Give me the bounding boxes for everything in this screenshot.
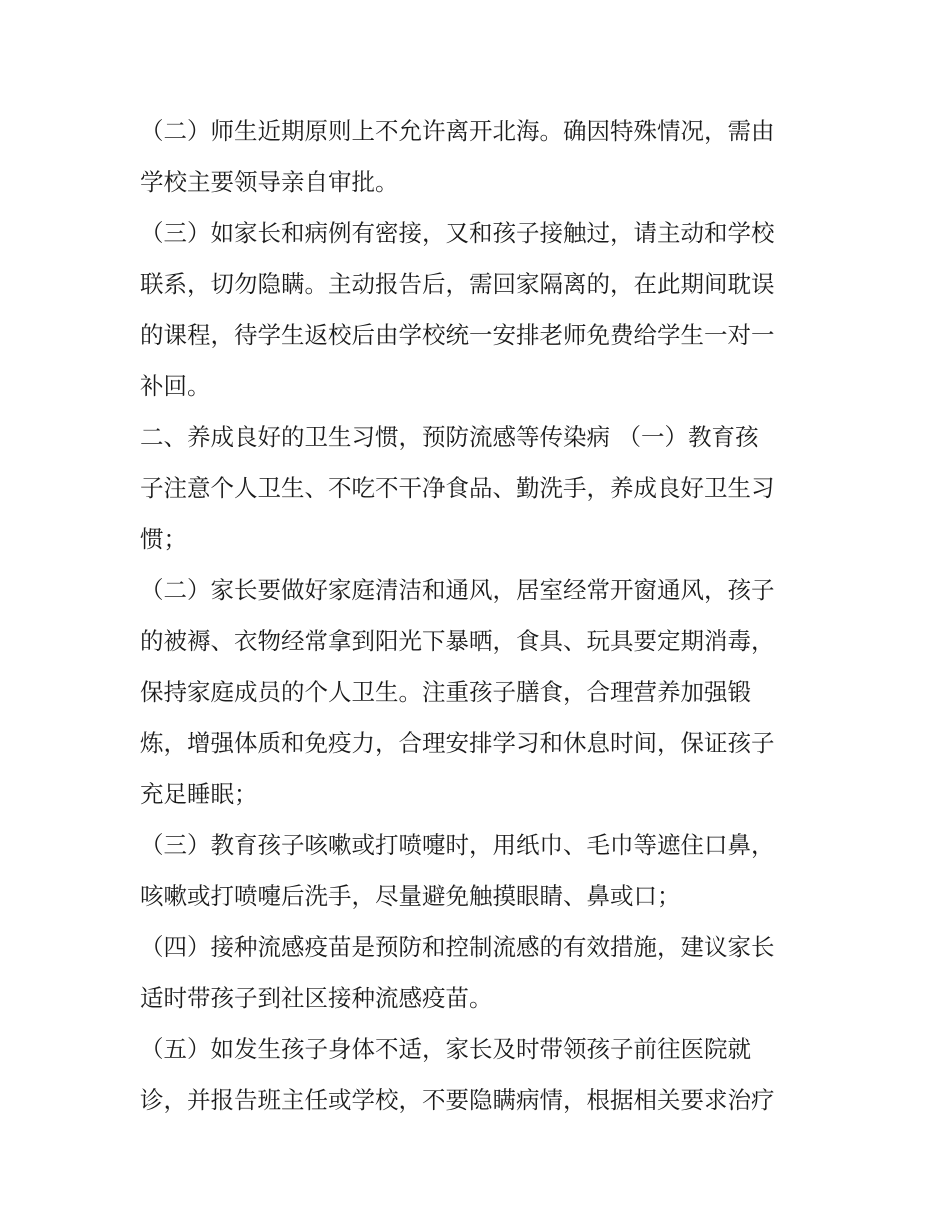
text-line: 子注意个人卫生、不吃不干净食品、勤洗手，养成良好卫生习 — [140, 474, 775, 502]
text-line: （三）教育孩子咳嗽或打喷嚏时，用纸巾、毛巾等遮住口鼻， — [140, 831, 775, 859]
text-line: 咳嗽或打喷嚏后洗手，尽量避免触摸眼睛、鼻或口； — [140, 882, 681, 910]
document-body — [140, 106, 820, 1126]
text-line: 补回。 — [140, 372, 211, 400]
text-line: 的被褥、衣物经常拿到阳光下暴晒，食具、玩具要定期消毒， — [140, 627, 775, 655]
text-line: （二）家长要做好家庭清洁和通风，居室经常开窗通风，孩子 — [140, 576, 775, 604]
text-line: （二）师生近期原则上不允许离开北海。确因特殊情况，需由 — [140, 117, 775, 145]
text-line: （三）如家长和病例有密接，又和孩子接触过，请主动和学校 — [140, 219, 775, 247]
text-line: 炼，增强体质和免疫力，合理安排学习和休息时间，保证孩子 — [140, 729, 775, 757]
text-line: 学校主要领导亲自审批。 — [140, 168, 399, 196]
text-line: （五）如发生孩子身体不适，家长及时带领孩子前往医院就 — [140, 1035, 751, 1063]
text-line: 保持家庭成员的个人卫生。注重孩子膳食，合理营养加强锻 — [140, 678, 751, 706]
text-line: 的课程，待学生返校后由学校统一安排老师免费给学生一对一 — [140, 321, 775, 349]
text-line: 诊，并报告班主任或学校，不要隐瞒病情，根据相关要求治疗 — [140, 1086, 775, 1114]
text-line: （四）接种流感疫苗是预防和控制流感的有效措施，建议家长 — [140, 933, 775, 961]
text-line: 适时带孩子到社区接种流感疫苗。 — [140, 984, 493, 1012]
text-line: 充足睡眠； — [140, 780, 258, 808]
text-line: 联系，切勿隐瞒。主动报告后，需回家隔离的，在此期间耽误 — [140, 270, 775, 298]
text-line: 二、养成良好的卫生习惯，预防流感等传染病 （一）教育孩 — [140, 423, 759, 451]
text-line: 惯； — [140, 525, 187, 553]
